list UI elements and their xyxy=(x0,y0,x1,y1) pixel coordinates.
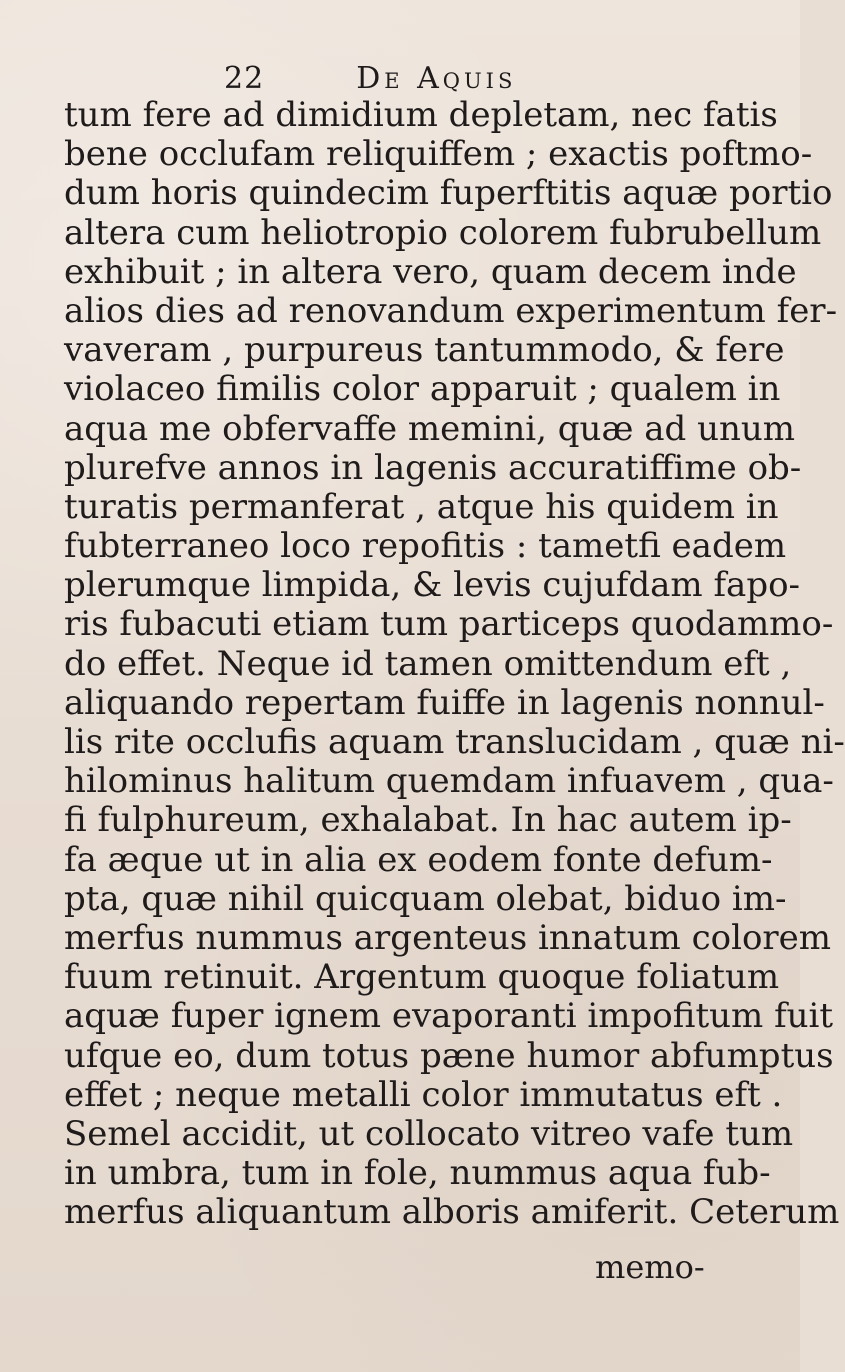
text-line: merfus aliquantum alboris amiferit. Ceterum xyxy=(64,1192,840,1233)
body-text xyxy=(64,95,845,1233)
text-line: pta, quæ nihil quicquam olebat, biduo im- xyxy=(64,878,787,919)
text-line: violaceo fimilis color apparuit ; qualem in xyxy=(64,369,781,410)
text-line: aquæ fuper ignem evaporanti impofitum fuit xyxy=(64,996,834,1037)
text-line: fa æque ut in alia ex eodem fonte defum- xyxy=(64,839,773,880)
text-line: tum fere ad dimidium depletam, nec fatis xyxy=(64,95,778,135)
page-header xyxy=(224,48,584,94)
running-head: De Aquis xyxy=(356,61,517,96)
text-line: plurefve annos in lagenis accuratiffime ob- xyxy=(64,447,802,488)
text-line: altera cum heliotropio colorem fubrubellum xyxy=(64,212,822,253)
text-line: lis rite occlufis aquam translucidam , quæ ni- xyxy=(64,722,845,762)
text-line: exhibuit ; in altera vero, quam decem inde xyxy=(64,251,797,292)
text-line: hilominus halitum quemdam infuavem , qua- xyxy=(64,761,834,802)
text-line: aliquando repertam fuiffe in lagenis nonnul- xyxy=(64,682,825,723)
text-line: aqua me obfervaffe memini, quæ ad unum xyxy=(64,408,795,449)
text-line: bene occlufam reliquiffem ; exactis poftmo- xyxy=(64,134,813,175)
text-line: vaveram , purpureus tantummodo, & fere xyxy=(64,330,785,371)
catchword: memo- xyxy=(595,1248,705,1286)
text-line: in umbra, tum in fole, nummus aqua fub- xyxy=(64,1153,771,1194)
text-line: merfus nummus argenteus innatum colorem xyxy=(64,917,832,958)
text-line: do effet. Neque id tamen omittendum eft , xyxy=(64,643,792,684)
text-line: ris fubacuti etiam tum particeps quodammo- xyxy=(64,604,834,645)
page-number: 22 xyxy=(224,61,265,96)
text-line: plerumque limpida, & levis cujufdam fapo- xyxy=(64,565,801,606)
text-line: Semel accidit, ut collocato vitreo vafe tum xyxy=(64,1113,794,1154)
text-line: turatis permanferat , atque his quidem in xyxy=(64,486,779,527)
text-line: fubterraneo loco repofitis : tametfi eadem xyxy=(64,526,787,567)
text-line: fuum retinuit. Argentum quoque foliatum xyxy=(64,957,780,998)
text-line: ufque eo, dum totus pæne humor abfumptus xyxy=(64,1035,834,1076)
text-line: dum horis quindecim fuperftitis aquæ portio xyxy=(64,173,833,214)
text-line: fi fulphureum, exhalabat. In hac autem ip- xyxy=(64,800,792,841)
text-line: alios dies ad renovandum experimentum fer- xyxy=(64,290,838,331)
text-line: effet ; neque metalli color immutatus eft . xyxy=(64,1074,783,1115)
